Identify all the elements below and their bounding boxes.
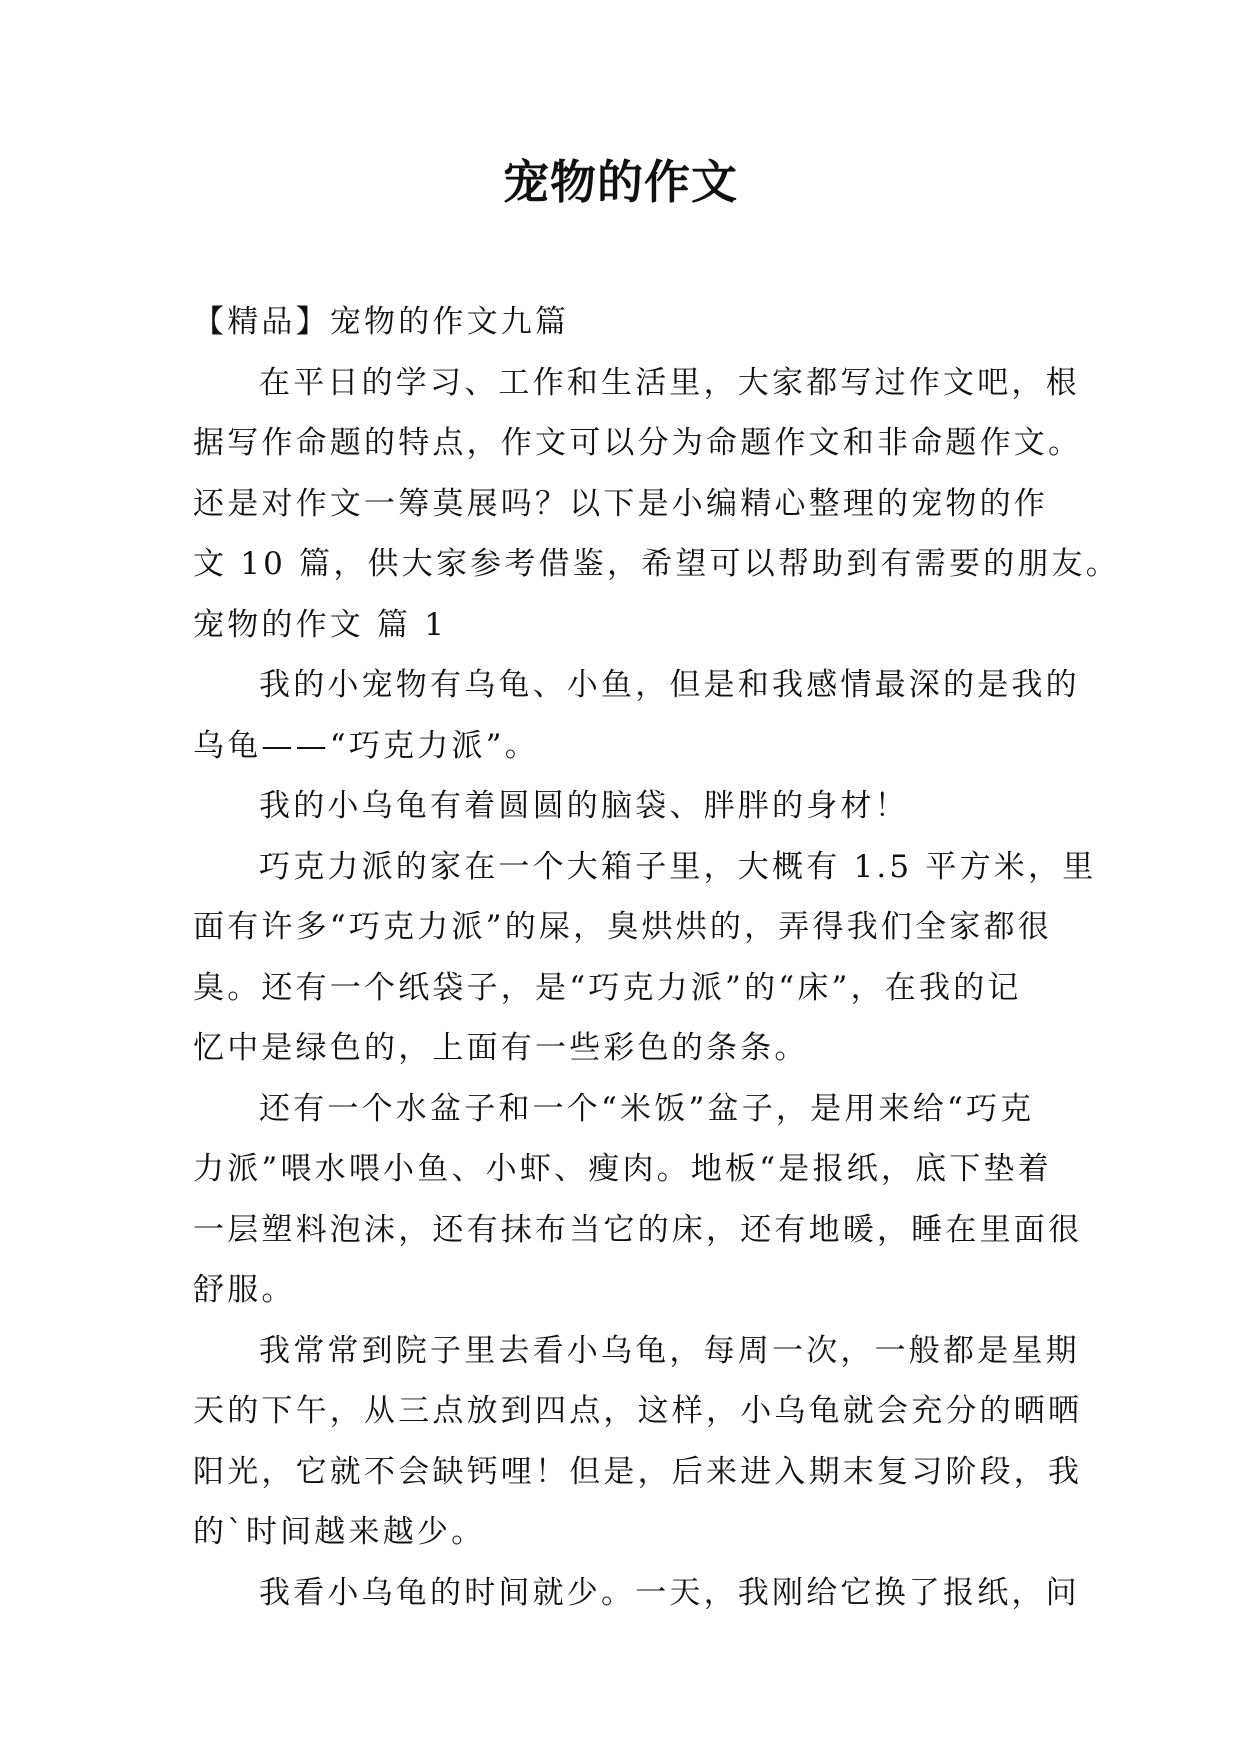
text-line: 我看小乌龟的时间就少。一天，我刚给它换了报纸，问: [259, 1574, 1080, 1611]
document-body: [193, 292, 1120, 1623]
text-line: 忆中是绿色的，上面有一些彩色的条条。: [193, 1030, 809, 1066]
text-line: 我的小乌龟有着圆圆的脑袋、胖胖的身材！: [259, 788, 909, 824]
text-line: 乌龟——“巧克力派”。: [193, 727, 539, 764]
text-line: 【精品】宠物的作文九篇: [193, 304, 570, 340]
text-line: 天的下午，从三点放到四点，这样，小乌龟就会充分的晒晒: [193, 1393, 1083, 1429]
text-line: 力派”喂水喂小鱼、小虾、瘦肉。地板“是报纸，底下垫着: [193, 1151, 1052, 1187]
text-line: 在平日的学习、工作和生活里，大家都写过作文吧，根: [259, 364, 1080, 401]
text-line: 文 10 篇，供大家参考借鉴，希望可以帮助到有需要的朋友。: [193, 546, 1120, 582]
text-line: 面有许多“巧克力派”的屎，臭烘烘的，弄得我们全家都很: [193, 909, 1052, 945]
text-line: 臭。还有一个纸袋子，是“巧克力派”的“床”，在我的记: [193, 969, 1022, 1006]
text-line: 宠物的作文 篇 1: [193, 606, 448, 643]
text-line: 据写作命题的特点，作文可以分为命题作文和非命题作文。: [193, 425, 1083, 461]
text-line: 我常常到院子里去看小乌龟，每周一次，一般都是星期: [259, 1332, 1080, 1369]
text-line: 还是对作文一筹莫展吗？以下是小编精心整理的宠物的作: [193, 485, 1048, 522]
document-title: 宠物的作文: [503, 155, 738, 209]
text-line: 巧克力派的家在一个大箱子里，大概有 1.5 平方米，里: [259, 848, 1097, 885]
text-line: 还有一个水盆子和一个“米饭”盆子，是用来给“巧克: [259, 1090, 1035, 1127]
text-line: 我的小宠物有乌龟、小鱼，但是和我感情最深的是我的: [259, 667, 1080, 703]
text-line: 的`时间越来越少。: [193, 1514, 486, 1550]
text-line: 阳光，它就不会缺钙哩！但是，后来进入期末复习阶段，我: [193, 1453, 1083, 1490]
text-line: 舒服。: [193, 1272, 296, 1308]
text-line: 一层塑料泡沫，还有抹布当它的床，还有地暖，睡在里面很: [193, 1211, 1083, 1248]
